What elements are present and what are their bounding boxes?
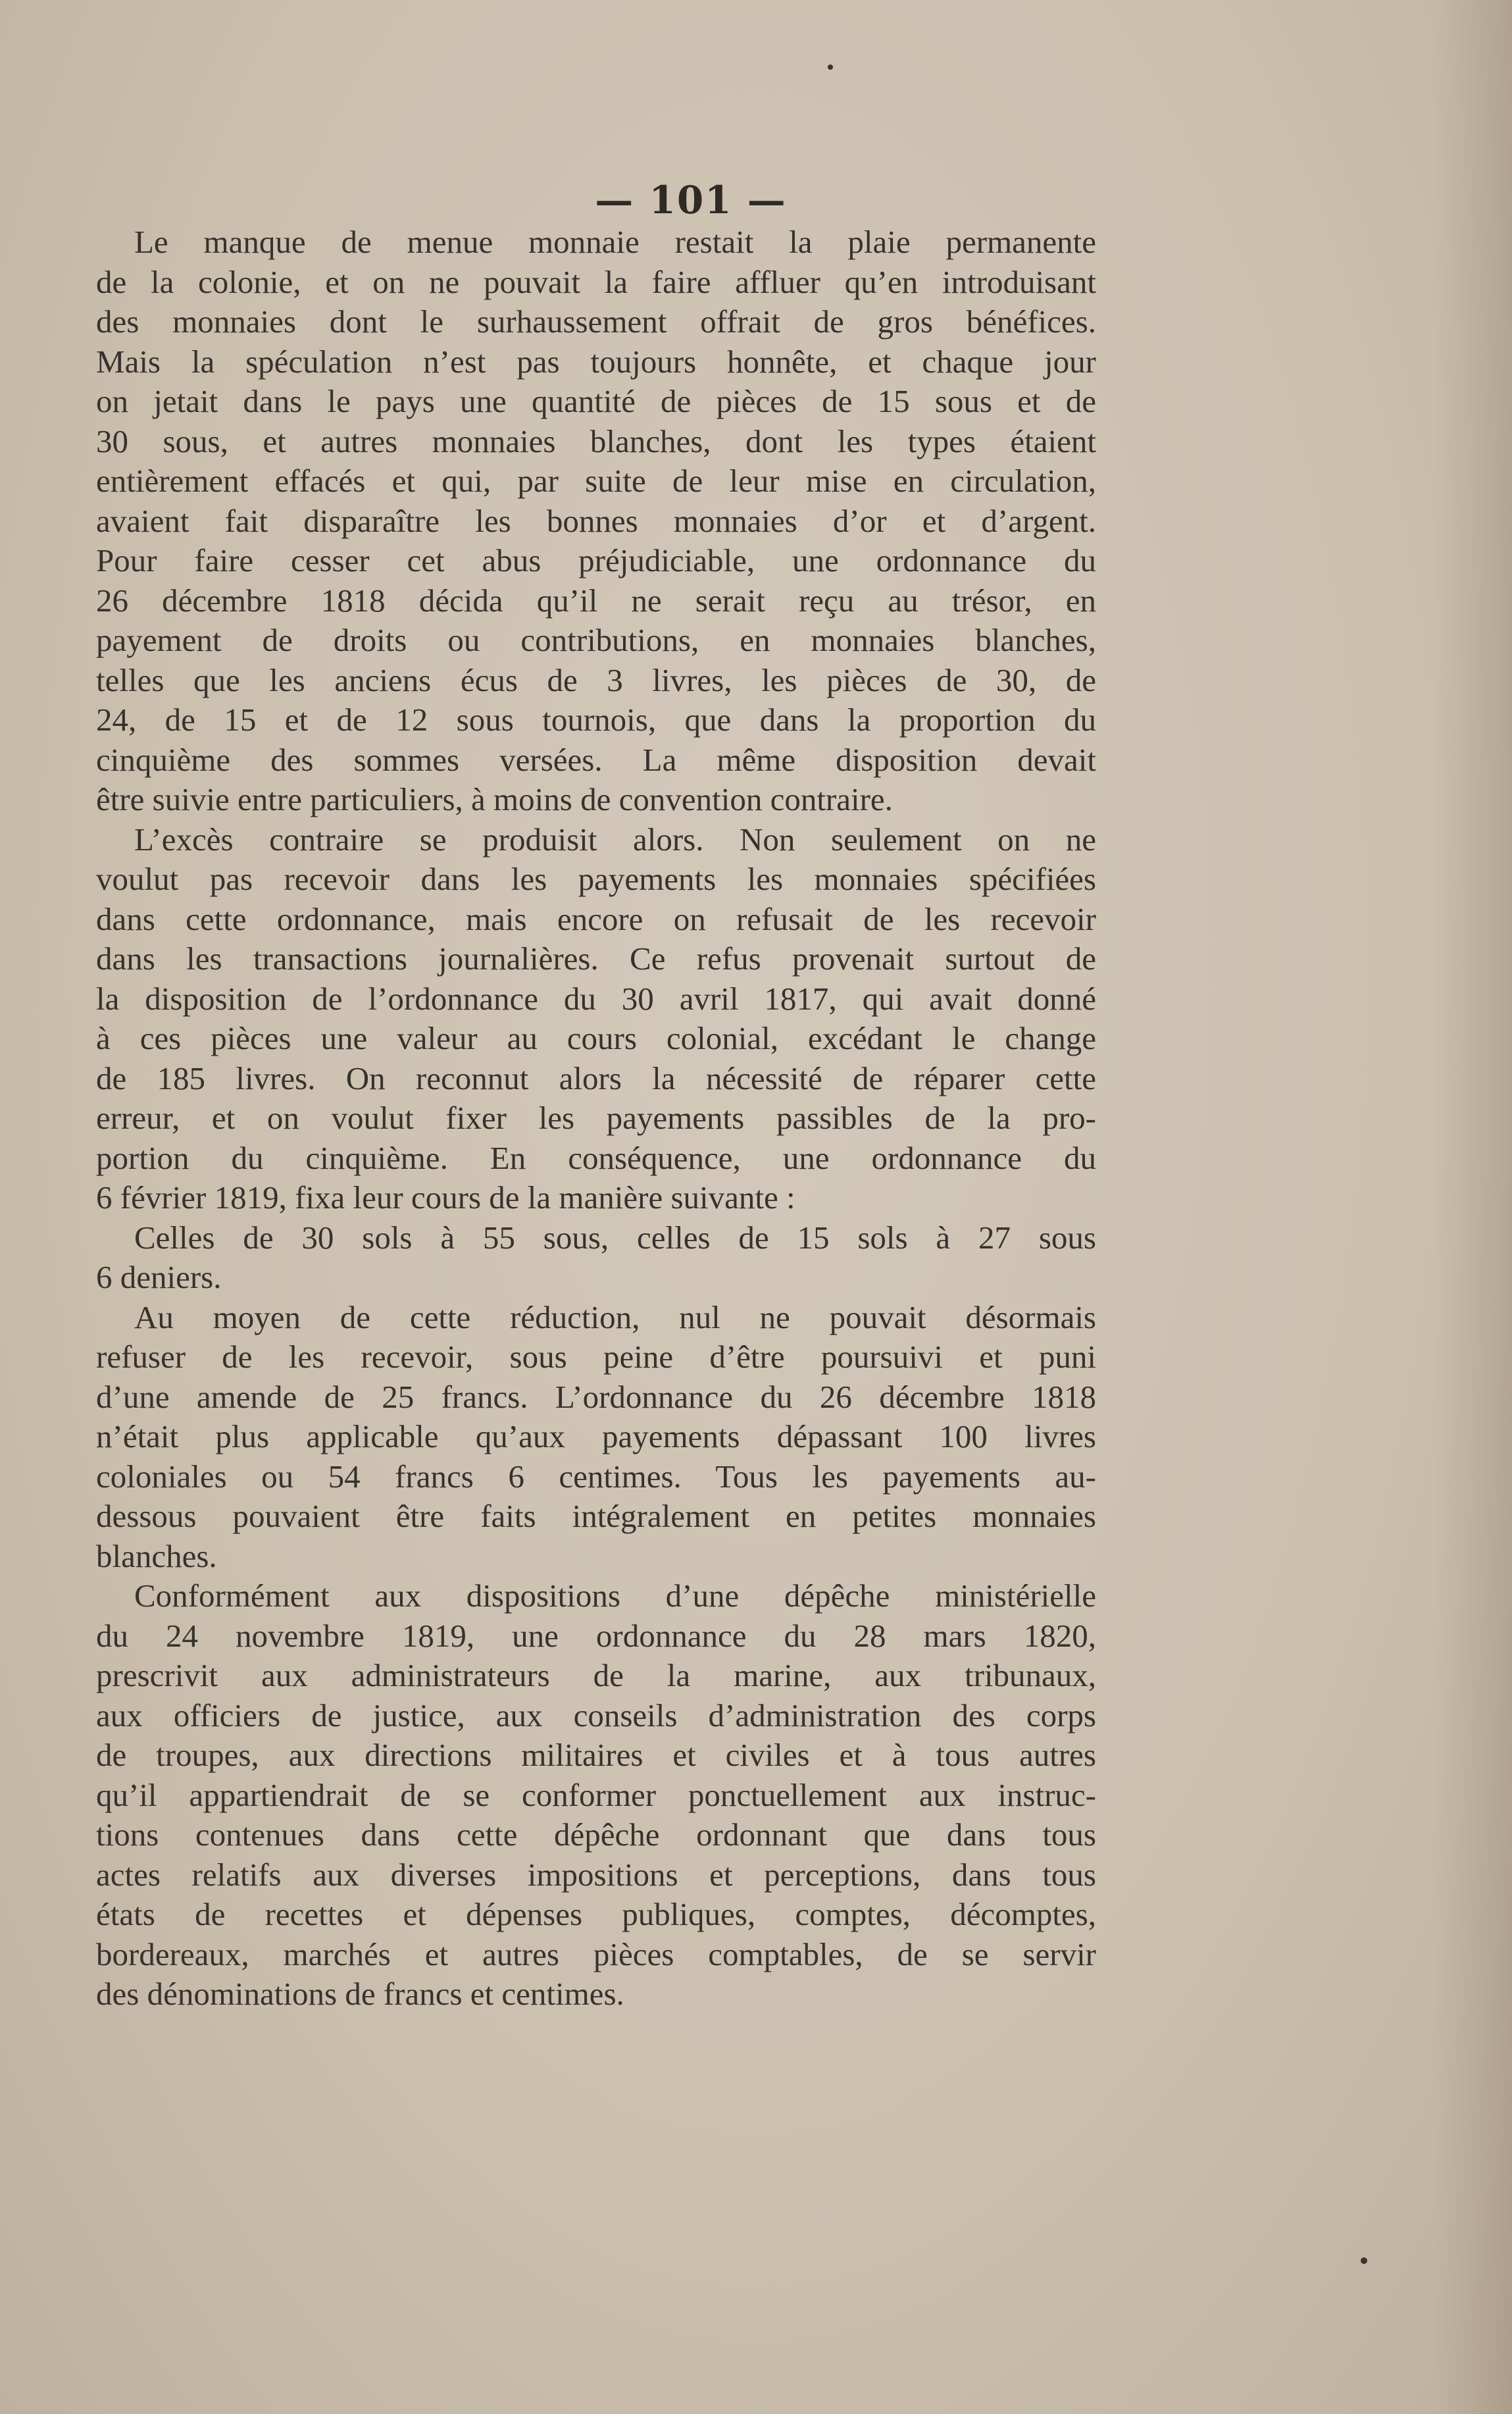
text-line: 26 décembre 1818 décida qu’il ne serait reçu au trésor, en (96, 582, 1096, 619)
text-line: du 24 novembre 1819, une ordonnance du 28 mars 1820, (96, 1617, 1096, 1654)
text-line: coloniales ou 54 francs 6 centimes. Tous les payements au- (96, 1458, 1096, 1495)
text-line: blanches. (96, 1537, 217, 1574)
text-line: de 185 livres. On reconnut alors la nécessité de réparer cette (96, 1060, 1096, 1096)
text-line: Celles de 30 sols à 55 sous, celles de 15 sols à 27 sous (134, 1219, 1096, 1256)
text-line: d’une amende de 25 francs. L’ordonnance du 26 décembre 1818 (96, 1378, 1096, 1415)
page-number: — 101 — (595, 178, 787, 222)
text-line: entièrement effacés et qui, par suite de leur mise en circulation, (96, 463, 1096, 499)
ink-speck (1361, 2257, 1367, 2264)
text-line: actes relatifs aux diverses impositions et perceptions, dans tous (96, 1856, 1096, 1893)
text-line: Le manque de menue monnaie restait la plaie permanente (134, 224, 1096, 260)
text-line: payement de droits ou contributions, en monnaies blanches, (96, 622, 1096, 658)
text-line: cinquième des sommes versées. La même disposition devait (96, 741, 1096, 778)
text-line: prescrivit aux administrateurs de la marine, aux tribunaux, (96, 1657, 1096, 1693)
text-line: dessous pouvaient être faits intégralement en petites monnaies (96, 1498, 1096, 1534)
body-text (96, 222, 1096, 2015)
text-line: L’excès contraire se produisit alors. Non seulement on ne (134, 821, 1096, 858)
text-line: voulut pas recevoir dans les payements les monnaies spécifiées (96, 861, 1096, 897)
text-line: on jetait dans le pays une quantité de pièces de 15 sous et de (96, 383, 1096, 419)
text-line: 24, de 15 et de 12 sous tournois, que dans la proportion du (96, 702, 1096, 738)
text-line: tions contenues dans cette dépêche ordonnant que dans tous (96, 1816, 1096, 1853)
text-line: être suivie entre particuliers, à moins de convention contraire. (96, 781, 893, 817)
text-line: Pour faire cesser cet abus préjudiciable, une ordonnance du (96, 542, 1096, 578)
text-line: 6 deniers. (96, 1259, 222, 1295)
text-line: refuser de les recevoir, sous peine d’être poursuivi et puni (96, 1339, 1096, 1375)
text-line: dans cette ordonnance, mais encore on refusait de les recevoir (96, 900, 1096, 937)
text-line: aux officiers de justice, aux conseils d’administration des corps (96, 1697, 1096, 1733)
text-line: n’était plus applicable qu’aux payements dépassant 100 livres (96, 1418, 1096, 1454)
text-line: de troupes, aux directions militaires et civiles et à tous autres (96, 1737, 1096, 1773)
text-line: telles que les anciens écus de 3 livres, les pièces de 30, de (96, 661, 1096, 698)
text-line: à ces pièces une valeur au cours colonial, excédant le change (96, 1020, 1096, 1056)
text-line: dans les transactions journalières. Ce refus provenait surtout de (96, 940, 1096, 977)
text-line: Conformément aux dispositions d’une dépêche ministérielle (134, 1578, 1096, 1614)
page-edge-shadow (1433, 0, 1512, 2414)
text-line: états de recettes et dépenses publiques, comptes, décomptes, (96, 1896, 1096, 1932)
text-line: qu’il appartiendrait de se conformer ponctuellement aux instruc- (96, 1776, 1096, 1813)
text-line: la disposition de l’ordonnance du 30 avril 1817, qui avait donné (96, 980, 1096, 1017)
text-line: bordereaux, marchés et autres pièces comptables, de se servir (96, 1936, 1096, 1972)
text-line: Au moyen de cette réduction, nul ne pouvait désormais (134, 1298, 1096, 1335)
text-line: des dénominations de francs et centimes. (96, 1976, 624, 2012)
ink-speck (828, 64, 833, 70)
text-line: des monnaies dont le surhaussement offrait de gros bénéfices. (96, 303, 1096, 340)
text-line: 6 février 1819, fixa leur cours de la manière suivante : (96, 1179, 795, 1216)
text-line: erreur, et on voulut fixer les payements passibles de la pro- (96, 1100, 1096, 1136)
text-line: Mais la spéculation n’est pas toujours honnête, et chaque jour (96, 343, 1096, 380)
text-line: de la colonie, et on ne pouvait la faire affluer qu’en introduisant (96, 263, 1096, 300)
text-line: portion du cinquième. En conséquence, une ordonnance du (96, 1139, 1096, 1176)
text-line: avaient fait disparaître les bonnes monnaies d’or et d’argent. (96, 502, 1096, 539)
text-line: 30 sous, et autres monnaies blanches, dont les types étaient (96, 423, 1096, 459)
